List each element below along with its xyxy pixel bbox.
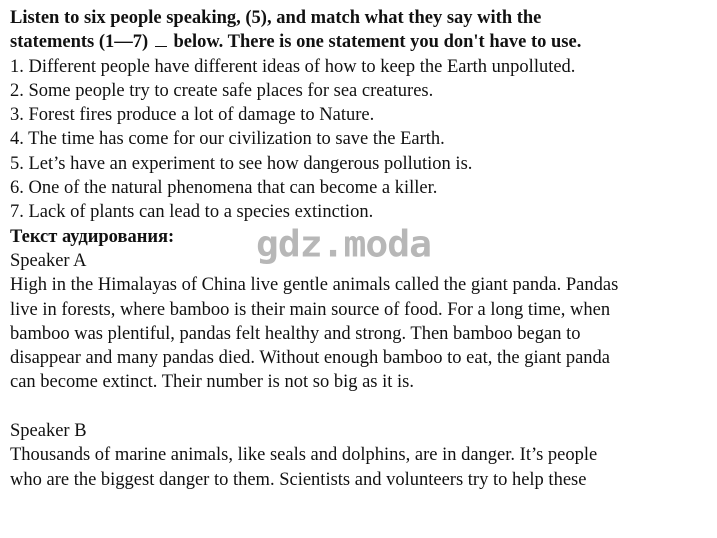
statement-2: 2. Some people try to create safe places for sea creatures.	[10, 80, 434, 101]
watermark-logo: gdz.moda	[256, 223, 432, 265]
speaker-a-line-3: bamboo was plentiful, pandas felt healthy and strong. Then bamboo began to	[10, 323, 581, 344]
instruction-line-2-start: statements (1—7)	[10, 32, 149, 53]
paragraph-spacer	[10, 395, 710, 419]
answer-gap	[155, 46, 167, 47]
speaker-a-line-1: High in the Himalayas of China live gentle animals called the giant panda. Pandas	[10, 275, 619, 296]
speaker-b-line-1: Thousands of marine animals, like seals and dolphins, are in danger. It’s people	[10, 445, 598, 466]
statement-3: 3. Forest fires produce a lot of damage to Nature.	[10, 105, 375, 126]
statement-5: 5. Let’s have an experiment to see how dangerous pollution is.	[10, 153, 473, 174]
instruction-line-1: Listen to six people speaking, (5), and match what they say with the	[10, 8, 542, 28]
speaker-a-line-4: disappear and many pandas died. Without enough bamboo to eat, the giant panda	[10, 348, 611, 369]
statement-4: 4. The time has come for our civilization to save the Earth.	[10, 129, 445, 150]
speaker-b-line-2: who are the biggest danger to them. Scientists and volunteers try to help these	[10, 469, 587, 490]
instruction-line-2-end: below. There is one statement you don't have to use.	[173, 32, 582, 53]
instruction-line-2	[10, 30, 710, 54]
speaker-a-line-5: can become extinct. Their number is not so big as it is.	[10, 372, 415, 393]
speaker-b-label: Speaker B	[10, 421, 87, 442]
statement-7: 7. Lack of plants can lead to a species extinction.	[10, 202, 374, 223]
statement-1: 1. Different people have different ideas of how to keep the Earth unpolluted.	[10, 56, 576, 77]
speaker-a-label: Speaker A	[10, 250, 87, 271]
transcript-heading: Текст аудирования:	[10, 226, 175, 247]
statement-6: 6. One of the natural phenomena that can become a killer.	[10, 178, 438, 199]
speaker-a-line-2: live in forests, where bamboo is their main source of food. For a long time, when	[10, 299, 611, 320]
